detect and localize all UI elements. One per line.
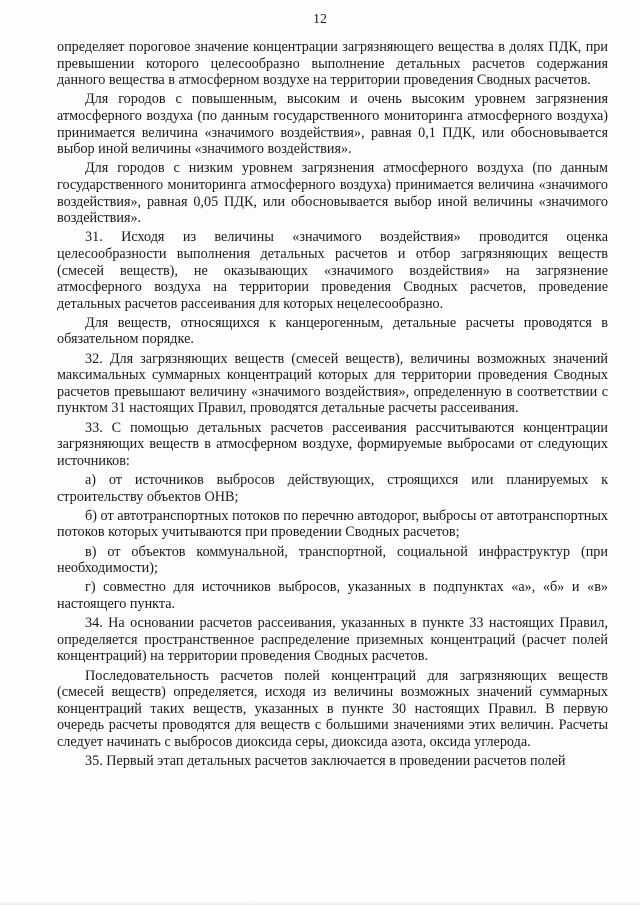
list-item-v: в) от объектов коммунальной, транспортной, социальной инфраструктур (при необходимости); xyxy=(57,543,608,577)
paragraph-high-pollution-cities: Для городов с повышенным, высоким и очень высоким уровнем загрязнения атмосферного воздуха (по данным государственного мониторинга атмосферного воздуха) принимается величина «значимого воздействия», равная 0,1 ПДК, или обосновывается выбор иной величины «значимого воздействия». xyxy=(57,91,608,158)
paragraph-clause-34: 34. На основании расчетов рассеивания, указанных в пункте 33 настоящих Правил, определяется пространственное распределение приземных концентраций (расчет полей концентраций) на территории проведения Сводных расчетов. xyxy=(57,615,608,665)
paragraph-calculation-order: Последовательность расчетов полей концентраций для загрязняющих веществ (смесей веществ) определяется, исходя из величины возможных значений суммарных концентраций таких веществ, указанных в пункте 30 настоящих Правил. В первую очередь расчеты проводятся для веществ с большими значениями этих величин. Расчеты следует начинать с выбросов диоксида серы, диоксида азота, оксида углерода. xyxy=(57,667,608,750)
document-body xyxy=(57,39,608,772)
scan-bottom-edge xyxy=(0,901,640,905)
list-item-a: а) от источников выбросов действующих, строящихся или планируемых к строительству объектов ОНВ; xyxy=(57,472,608,505)
paragraph-clause-32: 32. Для загрязняющих веществ (смесей веществ), величины возможных значений максимальных суммарных концентраций которых для территории проведения Сводных расчетов превышают величину «значимого воздействия», определенную в соответствии с пунктом 31 настоящих Правил, проводятся детальные расчеты рассеивания. xyxy=(57,350,608,417)
page-number: 12 xyxy=(313,12,327,27)
paragraph-continuation: определяет пороговое значение концентрации загрязняющего вещества в долях ПДК, при превышении которого целесообразно выполнение детальных расчетов содержания данного вещества в атмосферном воздухе на территории проведения Сводных расчетов. xyxy=(57,39,608,89)
paragraph-clause-31: 31. Исходя из величины «значимого воздействия» проводится оценка целесообразности выполнения детальных расчетов и отбор загрязняющих веществ (смесей веществ), не оказывающих «значимого воздействия» на загрязнение атмосферного воздуха на территории проведения Сводных расчетов, проведение детальных расчетов рассеивания для которых нецелесообразно. xyxy=(57,229,608,312)
paragraph-clause-35: 35. Первый этап детальных расчетов заключается в проведении расчетов полей xyxy=(85,753,566,770)
paragraph-clause-33: 33. С помощью детальных расчетов рассеивания рассчитываются концентрации загрязняющих веществ в атмосферном воздухе, формируемые выбросами от следующих источников: xyxy=(57,419,608,469)
paragraph-low-pollution-cities: Для городов с низким уровнем загрязнения атмосферного воздуха (по данным государственного мониторинга атмосферного воздуха) принимается величина «значимого воздействия», равная 0,05 ПДК, или обосновывается выбор иной величины «значимого воздействия». xyxy=(57,160,608,227)
list-item-b: б) от автотранспортных потоков по перечню автодорог, выбросы от автотранспортных потоков которых учитываются при проведении Сводных расчетов; xyxy=(57,507,608,541)
paragraph-carcinogenic: Для веществ, относящихся к канцерогенным, детальные расчеты проводятся в обязательном порядке. xyxy=(57,314,608,348)
list-item-g: г) совместно для источников выбросов, указанных в подпунктах «а», «б» и «в» настоящего пункта. xyxy=(57,579,608,612)
